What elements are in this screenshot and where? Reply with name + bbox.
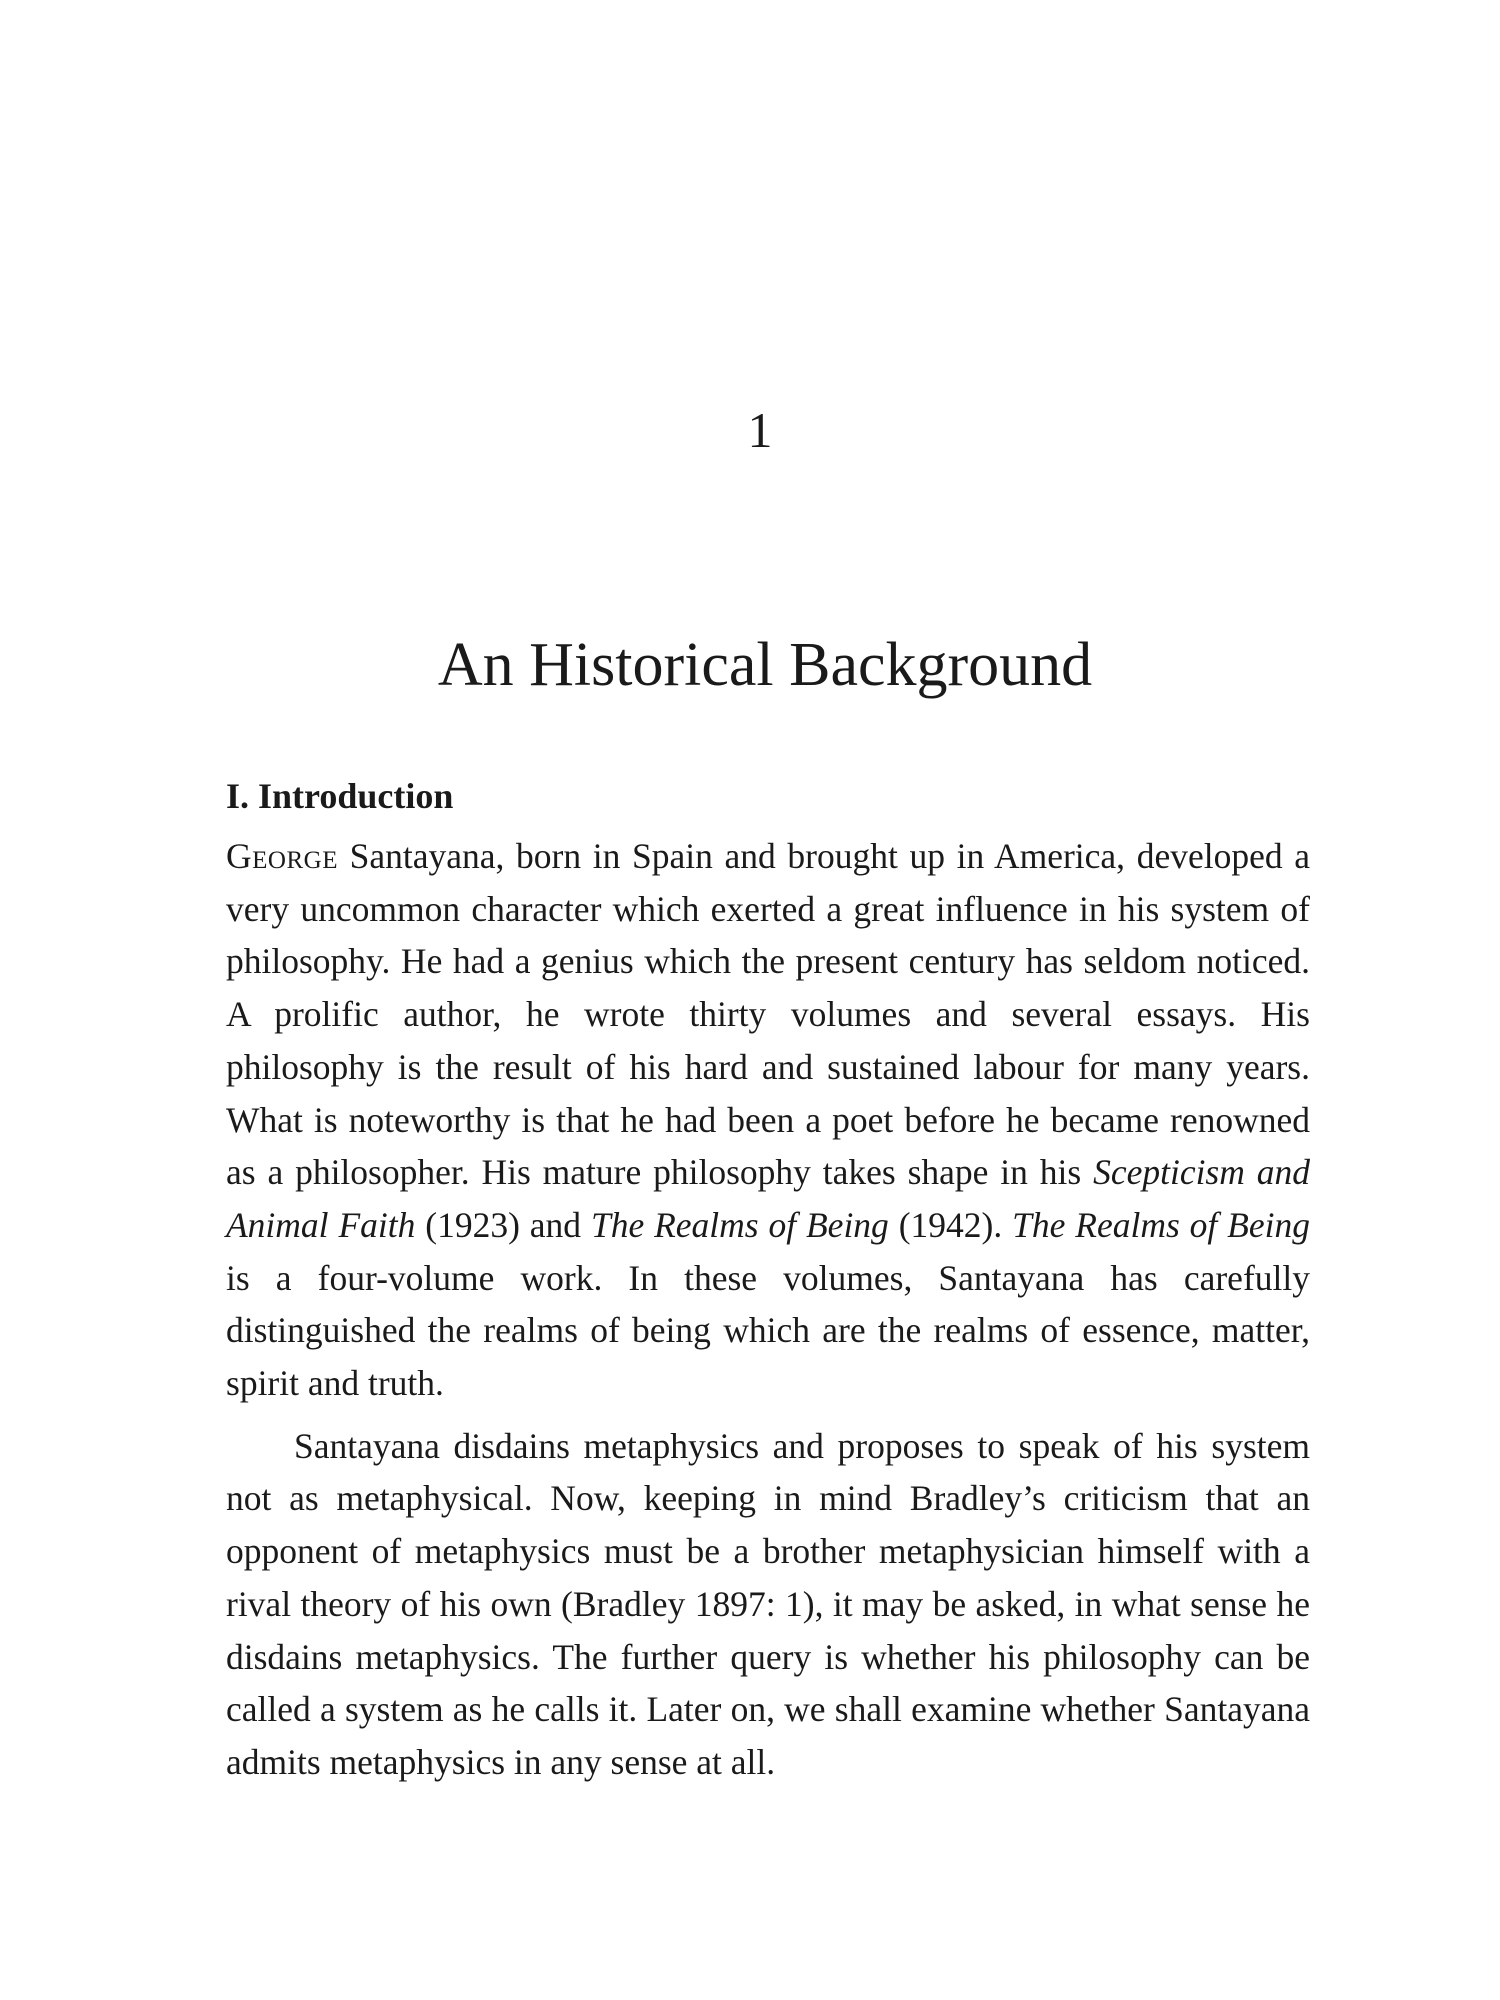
book-title-realms-2: The Realms of Being [1012,1204,1310,1245]
book-title-realms-1: The Realms of Being [590,1204,889,1245]
chapter-number: 1 [747,402,773,458]
paragraph-1-text-b: (1923) and [415,1204,591,1245]
body-text [226,830,1310,1789]
paragraph-lead-word: George [226,836,338,876]
book-title-scepticism: Scepticism and Animal Faith [226,1152,1311,1245]
paragraph-2: Santayana disdains metaphysics and proposes to speak of his system not as metaphysical. Now, keeping in mind Bradley’s criticism that an opponent of metaphysics must be a brother metaphysician himself with a rival theory of his own (Bradley 1897: 1), it may be asked, in what sense he disdains metaphysics. The further query is whether his philosophy can be called a system as he calls it. Later on, we shall examine whether Santayana admits metaphysics in any sense at all. [226,1425,1310,1782]
chapter-title: An Historical Background [437,631,1093,699]
section-heading: I. Introduction [226,776,454,816]
paragraph-1 [226,830,1310,1410]
paragraph-1-text-a: Santayana, born in Spain and brought up in America, developed a very uncommon character which exerted a great influence in his system of philosophy. He had a genius which the present century has seldom noticed. A prolific author, he wrote thirty volumes and several essays. His philosophy is the result of his hard and sustained labour for many years. What is noteworthy is that he had been a poet before he became renowned as a philosopher. His mature philosophy takes shape in his [226,836,1310,1193]
paragraph-1-text-d: is a four-volume work. In these volumes, Santayana has carefully distinguished the realms of being which are the realms of essence, matter, spirit and truth. [226,1257,1310,1404]
paragraph-1-text-c: (1942). [888,1204,1013,1245]
